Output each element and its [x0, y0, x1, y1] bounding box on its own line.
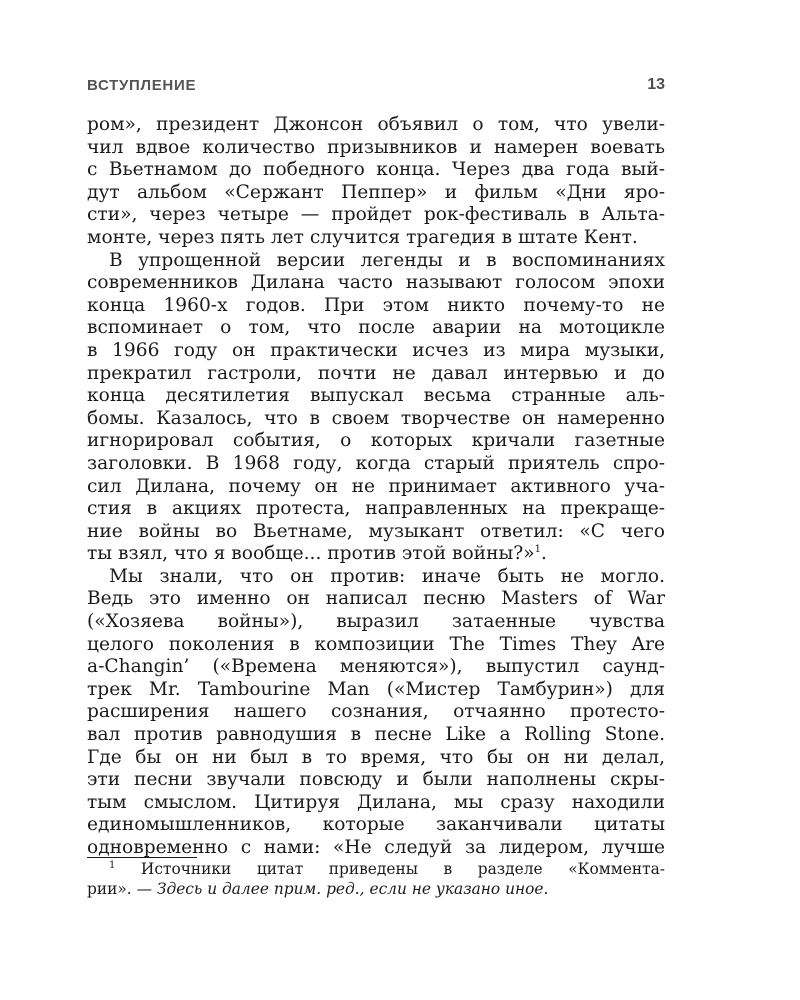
- paragraph-3: [87, 566, 665, 860]
- text-line: бомы. Казалось, что в своем творчестве он намеренно: [87, 407, 665, 429]
- text-line-with-footnote: ты взял, что я вообще... против этой войны?»$^1$.: [87, 543, 547, 565]
- text-line: игнорировал события, о которых кричали газетные: [87, 430, 665, 452]
- footnote-line: [87, 860, 665, 880]
- text-line: ние войны во Вьетнаме, музыкант ответил: «С чего: [87, 520, 665, 542]
- text-line: конца 1960-х годов. При этом никто почему-то не: [87, 294, 665, 316]
- text-line: расширения нашего сознания, отчаянно протесто-: [87, 701, 665, 723]
- text-line: чил вдвое количество призывников и намерен воевать: [87, 136, 665, 158]
- text-line: вал против равнодушия в песне Like a Rolling Stone.: [87, 724, 665, 746]
- text-line: целого поколения в композиции The Times They Are: [87, 633, 665, 655]
- text-line: одновременно с нами: «Не следуй за лидером, лучше: [87, 837, 665, 858]
- text-line: заголовки. В 1968 году, когда старый приятель спро-: [87, 452, 665, 474]
- text-line: монте, через пять лет случится трагедия в штате Кент.: [87, 226, 638, 248]
- text-line: a-Changin’ («Времена меняются»), выпустил саунд-: [87, 656, 665, 678]
- page-header: [87, 74, 665, 100]
- text-line: Где бы он ни был в то время, что бы он ни делал,: [87, 746, 665, 768]
- text-line: единомышленников, которые заканчивали цитаты: [87, 814, 665, 836]
- footnote-editor-note: Здесь и далее прим. ред., если не указано иное.: [156, 879, 549, 898]
- text-line: стия в акциях протеста, направленных на прекраще-: [87, 498, 665, 520]
- footnote-marker: 1: [109, 860, 116, 871]
- text-line: современников Дилана часто называют голосом эпохи: [87, 272, 665, 294]
- text-line: Мы знали, что он против: иначе быть не могло.: [109, 565, 665, 587]
- paragraph-1: [87, 114, 665, 250]
- text-line: трек Mr. Tambourine Man («Мистер Тамбурин») для: [87, 678, 665, 700]
- body-text: [87, 114, 665, 860]
- text-line: тым смыслом. Цитируя Дилана, мы сразу находили: [87, 791, 665, 813]
- text-line: с Вьетнамом до победного конца. Через два года вый-: [87, 159, 665, 181]
- footnote-text: Источники цитат приведены в разделе «Коммента-: [140, 860, 665, 878]
- footnote-divider: [87, 857, 197, 858]
- text-line: ром», президент Джонсон объявил о том, что увели-: [87, 114, 665, 135]
- page-number: 13: [647, 76, 665, 93]
- text-line: вспоминает о том, что после аварии на мотоцикле: [87, 317, 665, 339]
- text-line: эти песни звучали повсюду и были наполнены скры-: [87, 769, 665, 791]
- text-line: конца десятилетия выпускал весьма странные аль-: [87, 385, 665, 407]
- footnote-text: рии». —: [87, 879, 157, 898]
- running-title: ВСТУПЛЕНИЕ: [87, 77, 197, 94]
- text-line: прекратил гастроли, почти не давал интервью и до: [87, 362, 665, 384]
- text-line: сти», через четыре — пройдет рок-фестиваль в Альта-: [87, 204, 665, 226]
- text-line: Ведь это именно он написал песню Masters of War: [87, 588, 665, 610]
- text-line: ты взял, что я вообще... против этой войны?»: [87, 543, 535, 565]
- footnote-line: [87, 880, 665, 900]
- text-line: В упрощенной версии легенды и в воспоминаниях: [109, 249, 665, 271]
- text-line: сил Дилана, почему он не принимает активного уча-: [87, 475, 665, 497]
- footnote-reference[interactable]: 1: [534, 544, 541, 556]
- paragraph-2: [87, 250, 665, 566]
- text-line: дут альбом «Сержант Пеппер» и фильм «Дни яро-: [87, 181, 665, 203]
- text-line: в 1966 году он практически исчез из мира музыки,: [87, 339, 665, 361]
- footnote: [87, 860, 665, 899]
- text-line: («Хозяева войны»), выразил затаенные чувства: [87, 611, 665, 633]
